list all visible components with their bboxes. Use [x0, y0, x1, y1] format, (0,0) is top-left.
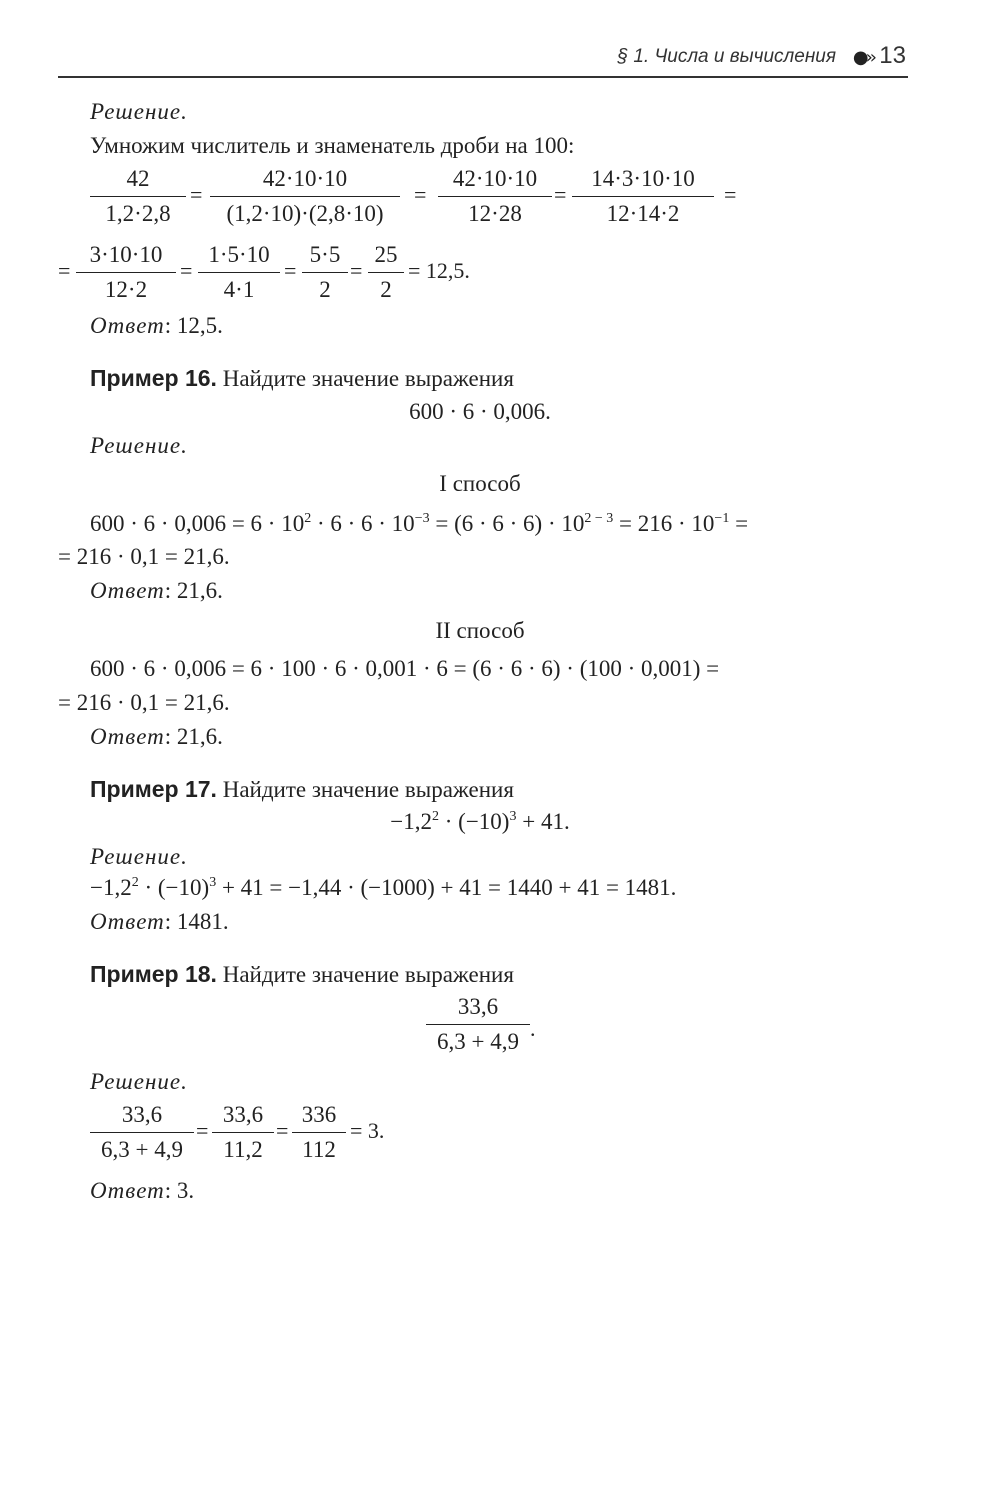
- equation-line: $-1,2^2 \cdot (-10)^3 + 41 = -1,44 \cdot (-1000) + 41 = 1440 + 41 = 1481$.: [90, 875, 677, 900]
- fraction: $\frac{336}{112}$: [292, 1102, 346, 1163]
- section-title: § 1. Числа и вычисления: [617, 46, 836, 67]
- solution-label: Решение.: [90, 433, 188, 458]
- method-title: II способ: [435, 618, 525, 643]
- equals-sign: =: [724, 182, 737, 207]
- equals-sign: =: [284, 258, 297, 283]
- result-value: = 3.: [350, 1118, 385, 1143]
- equals-sign: =: [554, 182, 567, 207]
- equals-sign: =: [58, 258, 71, 283]
- equals-sign: =: [196, 1118, 209, 1143]
- fraction: $\frac{25}{2}$: [368, 242, 404, 303]
- answer-line: Ответ: 3.: [90, 1178, 195, 1203]
- fraction: $\frac{3\cdot 10\cdot 10}{12\cdot 2}$: [76, 242, 176, 303]
- solution-label: Решение.: [90, 99, 188, 124]
- equation-line: = 216 · 0,1 = 21,6.: [58, 544, 230, 569]
- example-title: Пример 17.: [90, 776, 217, 802]
- fraction: $\frac{33,6}{6,3 + 4,9}$: [426, 994, 530, 1055]
- equals-sign: =: [350, 258, 363, 283]
- example-18-heading: Пример 18. Найдите значение выражения: [90, 961, 514, 987]
- equals-sign: =: [190, 182, 203, 207]
- fraction: $\frac{42\cdot 10\cdot 10}{(1,2\cdot 10)\cdot(2,8\cdot 10)}$: [210, 166, 400, 227]
- fraction: $\frac{42}{1,2\cdot 2,8}$: [90, 166, 186, 227]
- answer-line: Ответ: 12,5.: [90, 313, 223, 338]
- equals-sign: =: [414, 182, 427, 207]
- answer-line: Ответ: 1481.: [90, 909, 229, 934]
- equals-sign: =: [180, 258, 193, 283]
- equation-line: 600 · 6 · 0,006 = 6 · 100 · 6 · 0,001 · 6 = (6 · 6 · 6) · (100 · 0,001) =: [90, 656, 720, 681]
- expression: 600 · 6 · 0,006.: [409, 399, 551, 424]
- fraction: $\frac{33,6}{11,2}$: [212, 1102, 274, 1163]
- answer-line: Ответ: 21,6.: [90, 578, 223, 603]
- example-16-heading: Пример 16. Найдите значение выражения: [90, 365, 514, 391]
- solution-label: Решение.: [90, 1069, 188, 1094]
- fraction: $\frac{5\cdot 5}{2}$: [302, 242, 348, 303]
- fraction: $\frac{14\cdot 3\cdot 10\cdot 10}{12\cdot 14\cdot 2}$: [572, 166, 714, 227]
- answer-line: Ответ: 21,6.: [90, 724, 223, 749]
- equals-sign: =: [276, 1118, 289, 1143]
- header-dots-icon: ●››: [852, 47, 874, 68]
- fraction: $\frac{1\cdot 5\cdot 10}{4\cdot 1}$: [198, 242, 280, 303]
- equation-line: $600 \cdot 6 \cdot 0,006 = 6 \cdot 10^2 \cdot 6 \cdot 6 \cdot 10^{-3} = (6 \cdot 6 \cdot 6) \cdot 10^{2 - 3} = 216 \cdot 10^{-1}$ =: [90, 511, 749, 536]
- intro-text: Умножим числитель и знаменатель дроби на 100:: [90, 133, 575, 158]
- fraction: $\frac{42\cdot 10\cdot 10}{12\cdot 28}$: [438, 166, 552, 227]
- period: .: [530, 1016, 536, 1041]
- example-title: Пример 16.: [90, 365, 217, 391]
- result-value: = 12,5.: [408, 258, 470, 283]
- example-title: Пример 18.: [90, 961, 217, 987]
- fraction: $\frac{33,6}{6,3 + 4,9}$: [90, 1102, 194, 1163]
- expression: $-1,2^2 \cdot (-10)^3 + 41$.: [390, 809, 570, 834]
- method-title: I способ: [439, 471, 521, 496]
- running-header: [58, 40, 908, 78]
- equation-line: = 216 · 0,1 = 21,6.: [58, 690, 230, 715]
- example-17-heading: Пример 17. Найдите значение выражения: [90, 776, 514, 802]
- page-number: 13: [879, 42, 906, 69]
- solution-label: Решение.: [90, 844, 188, 869]
